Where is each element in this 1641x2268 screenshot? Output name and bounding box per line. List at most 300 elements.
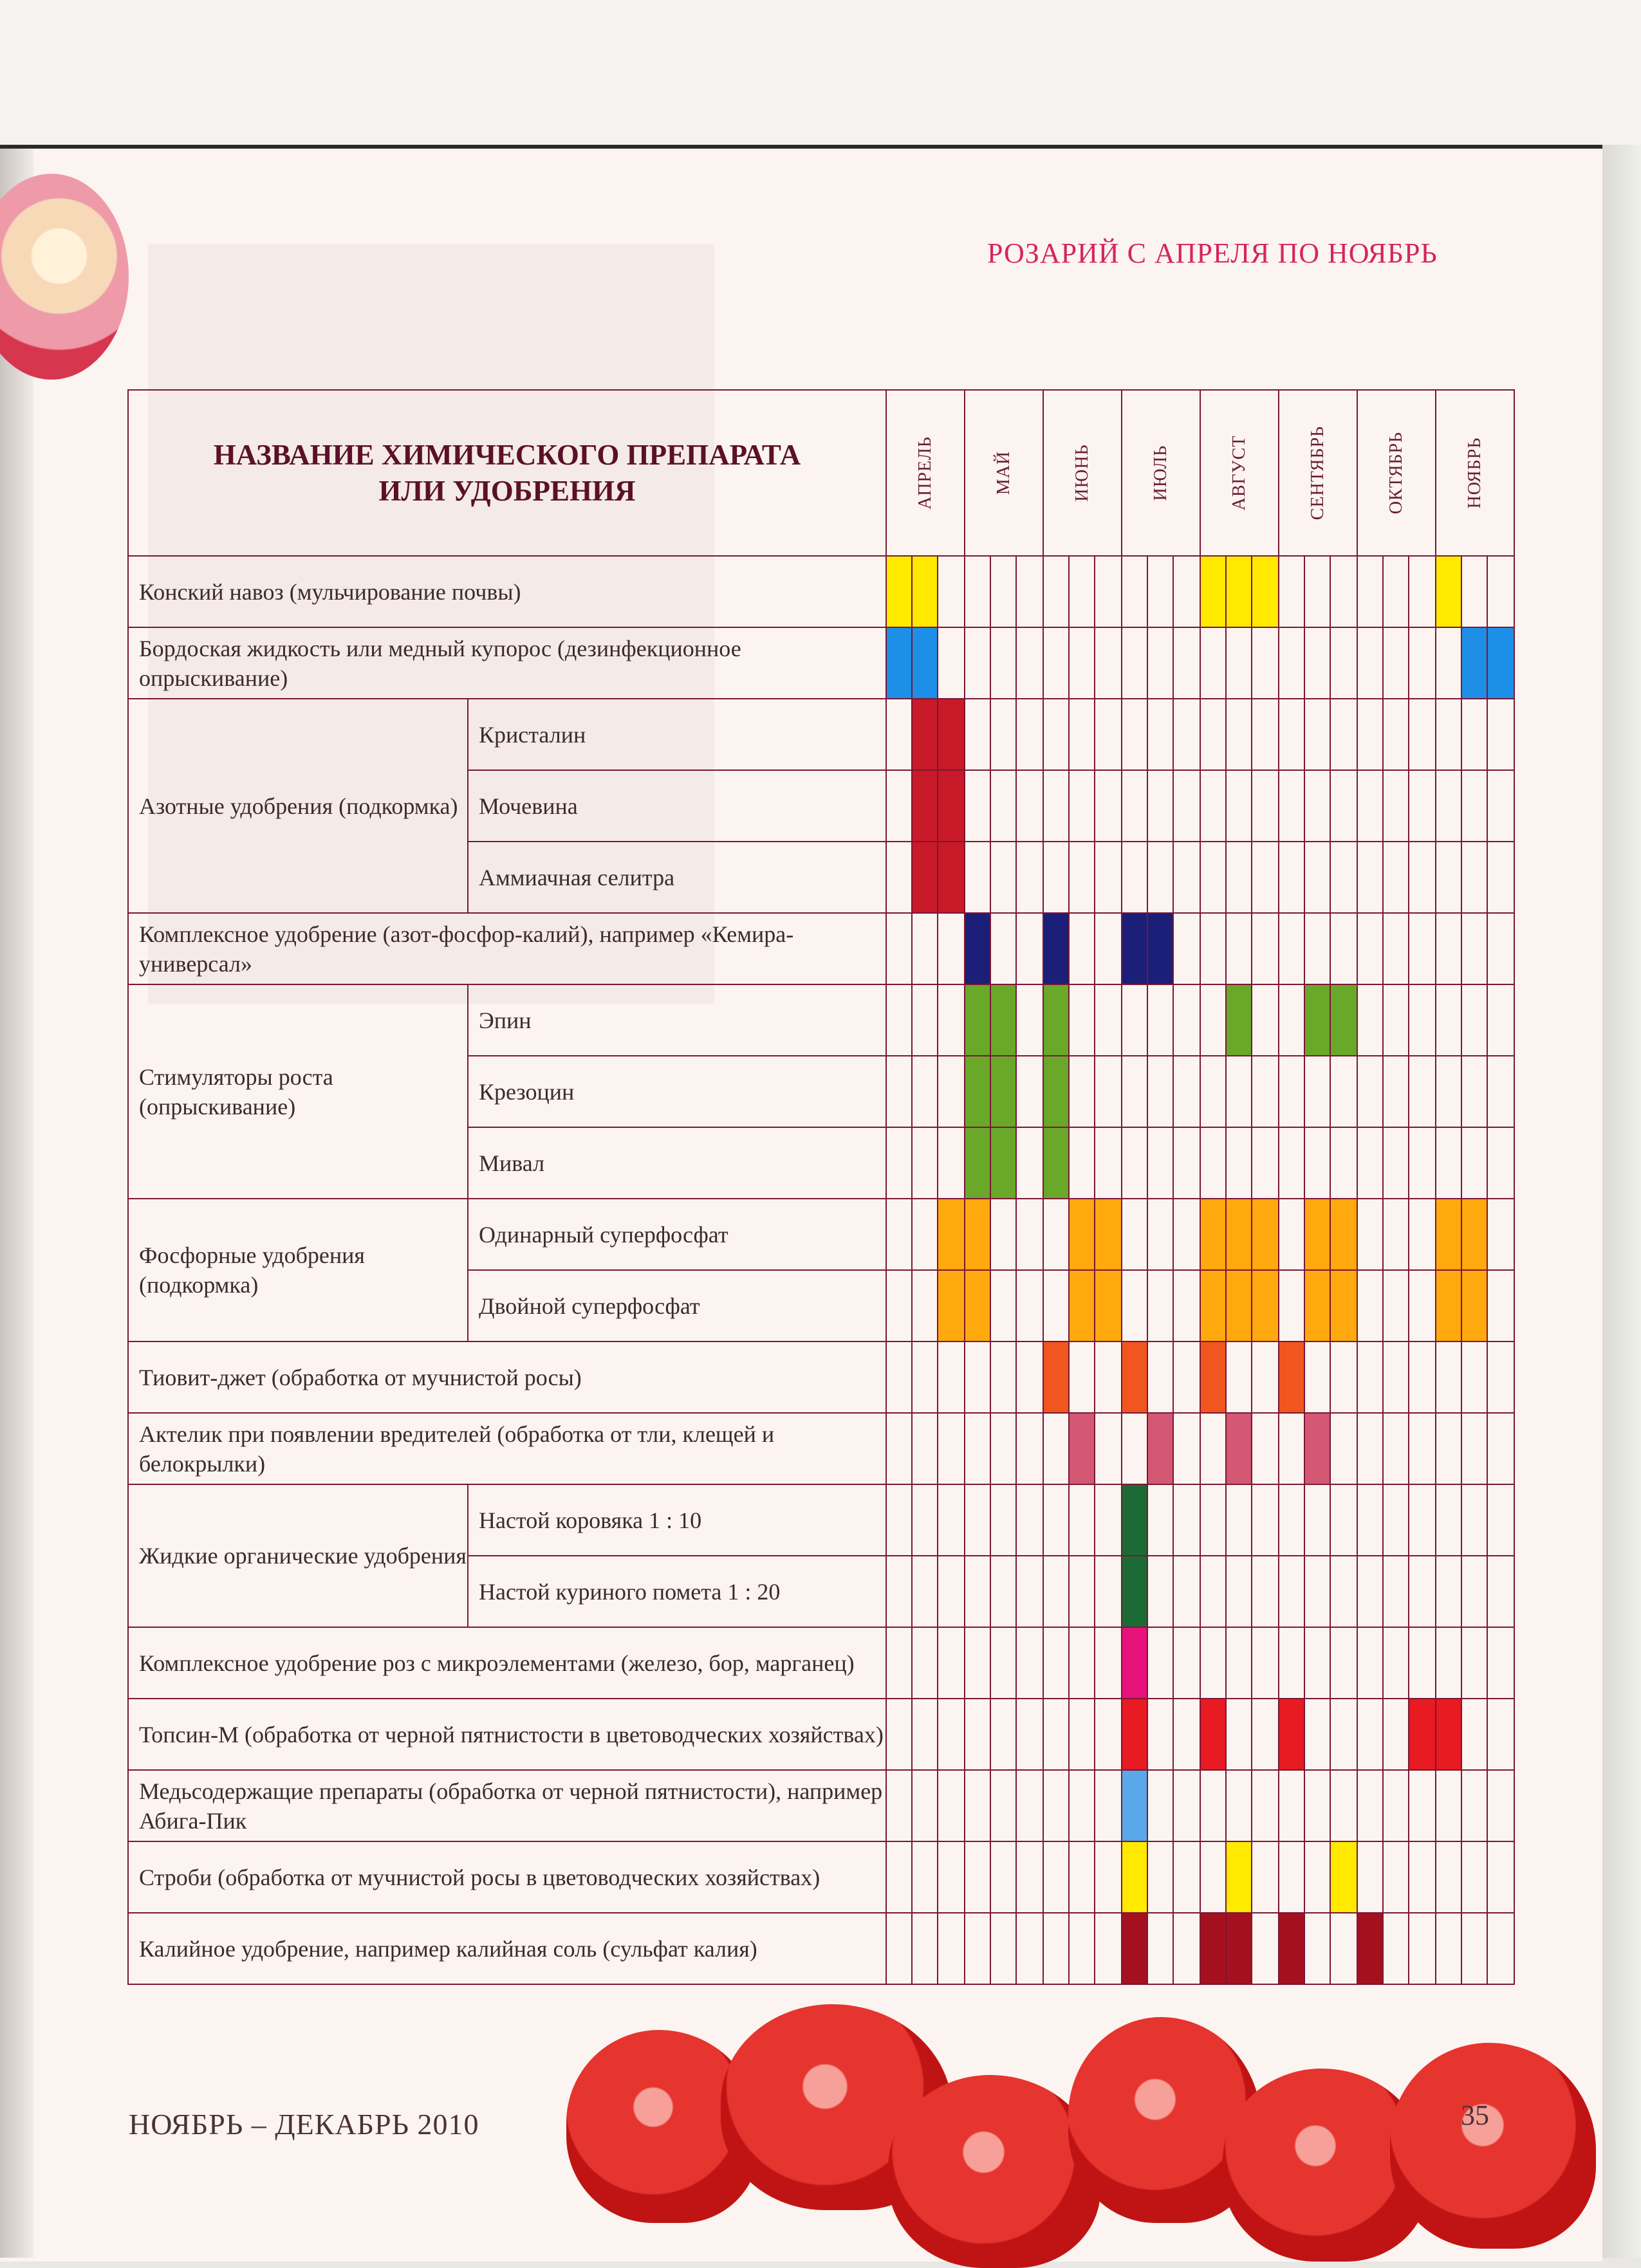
table-row [128,1770,1514,1841]
period-segment [1252,1128,1278,1198]
month-cell [1122,1841,1200,1913]
period-segment [938,771,964,841]
period-segment [1358,1414,1384,1484]
month-cell [1357,1484,1436,1556]
month-cell [1357,1913,1436,1984]
period-segment [1409,1699,1435,1769]
period-segment [1070,771,1095,841]
month-cell [1200,1699,1279,1770]
period-segment [1227,557,1252,627]
period-segment [938,1842,964,1912]
month-cell [1200,1627,1279,1699]
period-segment [1436,1271,1462,1341]
period-segment [1331,1771,1357,1841]
period-segment [1409,1556,1435,1627]
period-segment [965,914,991,984]
period-segment [991,1628,1017,1698]
month-cell [1043,770,1122,842]
period-segment [1305,1628,1331,1698]
period-segment [1384,1271,1409,1341]
month-cell [1043,1841,1122,1913]
period-segment [1331,1699,1357,1769]
period-segment [1358,1628,1384,1698]
period-segment [1070,1485,1095,1555]
period-segment [1488,1414,1514,1484]
period-segment [1201,1485,1227,1555]
period-segment [1201,985,1227,1055]
period-segment [887,1414,913,1484]
period-segment [1227,699,1252,770]
period-segment [887,914,913,984]
month-cell [1436,1627,1514,1699]
period-segment [965,1913,991,1984]
month-cell [886,1270,965,1341]
period-segment [1148,557,1174,627]
period-segment [1462,1056,1488,1127]
period-segment [1279,1699,1305,1769]
period-segment [1358,1199,1384,1269]
sub-label: Одинарный суперфосфат [468,1199,886,1270]
month-cell [965,1341,1043,1413]
period-segment [1488,1628,1514,1698]
table-row [128,1341,1514,1413]
name-header-line2: ИЛИ УДОБРЕНИЯ [378,475,636,507]
period-segment [913,1128,938,1198]
period-segment [1279,842,1305,912]
period-segment [1044,628,1070,698]
period-segment [938,1128,964,1198]
period-segment [887,1342,913,1412]
period-segment [1462,1913,1488,1984]
month-cell [1122,1127,1200,1199]
period-segment [1384,557,1409,627]
period-segment [1044,985,1070,1055]
period-segment [1122,842,1148,912]
month-cell [965,1127,1043,1199]
period-segment [1436,1128,1462,1198]
table-row [128,1199,1514,1270]
period-segment [1409,842,1435,912]
period-segment [1095,628,1121,698]
month-cell [965,984,1043,1056]
month-cell [1436,1270,1514,1341]
roses-illustration-bottom [528,2004,1609,2258]
month-cell [1200,1413,1279,1484]
period-segment [1044,771,1070,841]
period-segment [991,1271,1017,1341]
period-segment [1122,914,1148,984]
period-segment [938,628,964,698]
month-cell [1043,1199,1122,1270]
period-segment [1331,699,1357,770]
period-segment [1201,1414,1227,1484]
month-cell [1357,1199,1436,1270]
period-segment [965,1342,991,1412]
month-cell [965,1556,1043,1627]
period-segment [1488,1699,1514,1769]
month-cell [1200,627,1279,699]
period-segment [1095,557,1121,627]
period-segment [1462,1199,1488,1269]
period-segment [1227,985,1252,1055]
period-segment [1279,1271,1305,1341]
period-segment [938,1699,964,1769]
period-segment [1331,1556,1357,1627]
period-segment [1148,1771,1174,1841]
period-segment [887,699,913,770]
period-segment [1252,1699,1278,1769]
period-segment [1017,1342,1043,1412]
period-segment [1148,1842,1174,1912]
period-segment [1044,1699,1070,1769]
period-segment [1252,628,1278,698]
period-segment [1409,1913,1435,1984]
table-row [128,1627,1514,1699]
period-segment [1279,1485,1305,1555]
period-segment [1331,1271,1357,1341]
month-cell [886,770,965,842]
period-segment [1017,1628,1043,1698]
period-segment [1148,914,1174,984]
period-segment [1462,1342,1488,1412]
period-segment [887,771,913,841]
period-segment [1305,985,1331,1055]
period-segment [1488,1056,1514,1127]
month-cell [965,699,1043,770]
period-segment [1095,1628,1121,1698]
month-cell [1122,556,1200,627]
month-cell [1279,842,1357,913]
period-segment [1384,771,1409,841]
period-segment [1148,628,1174,698]
table-row [128,1484,1514,1556]
period-segment [1174,1842,1200,1912]
period-segment [887,1842,913,1912]
period-segment [1070,985,1095,1055]
period-segment [1384,842,1409,912]
period-segment [1201,699,1227,770]
period-segment [913,842,938,912]
month-cell [1436,1199,1514,1270]
period-segment [1331,1842,1357,1912]
period-segment [965,771,991,841]
month-cell [886,556,965,627]
period-segment [938,1199,964,1269]
period-segment [1201,557,1227,627]
month-cell [1043,699,1122,770]
period-segment [1044,557,1070,627]
period-segment [1017,1414,1043,1484]
month-label: ОКТЯБРЬ [1386,431,1406,515]
period-segment [1488,699,1514,770]
page-edge [1602,145,1641,2258]
period-segment [1252,1342,1278,1412]
period-segment [1044,1128,1070,1198]
rose-6 [1390,2043,1596,2249]
month-cell [1122,984,1200,1056]
period-segment [1070,1771,1095,1841]
table-header-row [128,390,1514,556]
period-segment [1331,842,1357,912]
month-label: АПРЕЛЬ [915,436,935,510]
period-segment [1279,1414,1305,1484]
month-cell [1279,699,1357,770]
period-segment [913,557,938,627]
table-body [128,556,1514,1984]
period-segment [1095,1199,1121,1269]
month-cell [1200,842,1279,913]
period-segment [1488,1128,1514,1198]
period-segment [887,1056,913,1127]
period-segment [1252,699,1278,770]
period-segment [1122,771,1148,841]
period-segment [913,1771,938,1841]
period-segment [1462,985,1488,1055]
month-cell [965,1056,1043,1127]
period-segment [913,1414,938,1484]
period-segment [1436,1342,1462,1412]
month-cell [1279,1056,1357,1127]
row-label: Конский навоз (мульчирование почвы) [128,556,886,627]
period-segment [1384,1699,1409,1769]
period-segment [965,985,991,1055]
period-segment [991,557,1017,627]
table-row [128,627,1514,699]
month-cell [1436,699,1514,770]
period-segment [965,1628,991,1698]
period-segment [1017,557,1043,627]
period-segment [1044,1842,1070,1912]
month-cell [1357,556,1436,627]
period-segment [1331,1414,1357,1484]
period-segment [1279,1556,1305,1627]
month-cell [1043,1556,1122,1627]
period-segment [1305,557,1331,627]
month-cell [1436,842,1514,913]
period-segment [1201,1199,1227,1269]
period-segment [1070,1842,1095,1912]
period-segment [1409,771,1435,841]
month-cell [886,699,965,770]
sub-label: Крезоцин [468,1056,886,1127]
month-cell [1357,1127,1436,1199]
month-cell [1043,627,1122,699]
period-segment [913,914,938,984]
period-segment [1462,1271,1488,1341]
period-segment [1174,1771,1200,1841]
period-segment [1122,1056,1148,1127]
table-row [128,1699,1514,1770]
period-segment [1462,628,1488,698]
period-segment [1201,1342,1227,1412]
period-segment [1384,1913,1409,1984]
month-cell [1043,984,1122,1056]
period-segment [1227,771,1252,841]
period-segment [1252,771,1278,841]
period-segment [1201,1271,1227,1341]
month-cell [965,1484,1043,1556]
period-segment [1122,1771,1148,1841]
period-segment [1409,557,1435,627]
period-segment [1279,628,1305,698]
sub-label: Мивал [468,1127,886,1199]
table-row [128,1413,1514,1484]
month-header [965,390,1043,556]
period-segment [1070,699,1095,770]
month-label: ИЮНЬ [1072,444,1092,502]
month-cell [1357,1627,1436,1699]
month-cell [1043,1770,1122,1841]
period-segment [1409,1056,1435,1127]
month-cell [1279,1127,1357,1199]
period-segment [1095,1056,1121,1127]
period-segment [1331,1342,1357,1412]
period-segment [1017,842,1043,912]
month-label: АВГУСТ [1229,435,1249,511]
month-cell [1200,699,1279,770]
sub-label: Двойной суперфосфат [468,1270,886,1341]
period-segment [1252,1628,1278,1698]
period-segment [991,628,1017,698]
period-segment [1148,1414,1174,1484]
period-segment [1384,699,1409,770]
month-cell [1357,913,1436,984]
group-label: Стимуляторы роста (опрыскивание) [128,984,468,1199]
period-segment [1044,842,1070,912]
period-segment [991,1842,1017,1912]
period-segment [1227,1414,1252,1484]
month-cell [1043,1127,1122,1199]
month-cell [1357,1270,1436,1341]
period-segment [1070,557,1095,627]
period-segment [1017,1771,1043,1841]
period-segment [1174,1342,1200,1412]
month-cell [1122,1627,1200,1699]
period-segment [938,1485,964,1555]
month-header [1436,390,1514,556]
period-segment [913,771,938,841]
month-cell [1200,1270,1279,1341]
month-cell [1122,1484,1200,1556]
period-segment [1436,842,1462,912]
period-segment [1279,985,1305,1055]
period-segment [1148,1556,1174,1627]
month-cell [1200,1556,1279,1627]
period-segment [1305,842,1331,912]
month-cell [1043,1270,1122,1341]
period-segment [1174,1556,1200,1627]
period-segment [991,771,1017,841]
period-segment [1331,1199,1357,1269]
month-cell [1357,1841,1436,1913]
row-label: Калийное удобрение, например калийная соль (сульфат калия) [128,1913,886,1984]
period-segment [1305,628,1331,698]
page-number: 35 [1461,2099,1489,2131]
period-segment [1436,1199,1462,1269]
month-header [1043,390,1122,556]
period-segment [1331,985,1357,1055]
month-cell [1279,770,1357,842]
month-cell [1357,770,1436,842]
period-segment [1095,1128,1121,1198]
period-segment [913,1056,938,1127]
month-cell [1043,1913,1122,1984]
period-segment [1488,1842,1514,1912]
period-segment [938,1913,964,1984]
period-segment [991,1128,1017,1198]
period-segment [887,985,913,1055]
period-segment [1095,1271,1121,1341]
period-segment [1252,1771,1278,1841]
period-segment [1017,1842,1043,1912]
row-label: Строби (обработка от мучнистой росы в цветоводческих хозяйствах) [128,1841,886,1913]
row-label: Бордоская жидкость или медный купорос (дезинфекционное опрыскивание) [128,627,886,699]
month-cell [965,1841,1043,1913]
period-segment [965,1128,991,1198]
period-segment [1305,1128,1331,1198]
period-segment [938,699,964,770]
period-segment [1174,1271,1200,1341]
month-cell [1200,1199,1279,1270]
period-segment [1227,842,1252,912]
month-cell [965,1913,1043,1984]
month-cell [965,913,1043,984]
period-segment [1488,1556,1514,1627]
period-segment [1227,914,1252,984]
period-segment [991,1342,1017,1412]
month-cell [1200,984,1279,1056]
period-segment [1148,1056,1174,1127]
period-segment [887,1128,913,1198]
period-segment [965,1699,991,1769]
month-cell [1122,770,1200,842]
period-segment [1252,1556,1278,1627]
period-segment [1358,1913,1384,1984]
period-segment [1095,1485,1121,1555]
month-cell [1122,1556,1200,1627]
period-segment [1252,914,1278,984]
sub-label: Аммиачная селитра [468,842,886,913]
period-segment [938,842,964,912]
period-segment [1462,699,1488,770]
period-segment [1227,1628,1252,1698]
period-segment [913,699,938,770]
month-cell [1122,842,1200,913]
month-cell [886,913,965,984]
month-cell [1279,913,1357,984]
month-label: СЕНТЯБРЬ [1308,425,1328,521]
sub-label: Настой коровяка 1 : 10 [468,1484,886,1556]
month-cell [1122,1699,1200,1770]
month-cell [1279,1627,1357,1699]
month-cell [1436,1770,1514,1841]
period-segment [1384,628,1409,698]
month-cell [886,842,965,913]
month-cell [1436,1413,1514,1484]
sub-label: Кристалин [468,699,886,770]
month-cell [1279,627,1357,699]
period-segment [1095,914,1121,984]
period-segment [1331,914,1357,984]
period-segment [1201,1699,1227,1769]
period-segment [1436,1056,1462,1127]
month-cell [1279,1841,1357,1913]
row-label: Актелик при появлении вредителей (обработка от тли, клещей и белокрылки) [128,1413,886,1484]
period-segment [1148,1628,1174,1698]
period-segment [1279,771,1305,841]
period-segment [965,842,991,912]
period-segment [1070,842,1095,912]
